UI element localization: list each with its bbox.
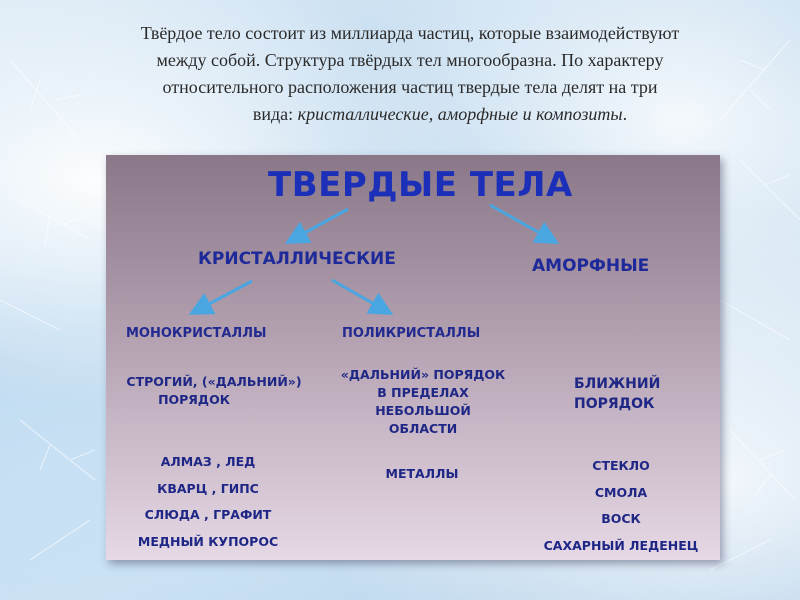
label-polycrystals: ПОЛИКРИСТАЛЛЫ	[342, 326, 481, 341]
label-crystalline: КРИСТАЛЛИЧЕСКИЕ	[198, 249, 396, 269]
list-item: ВОСК	[601, 511, 641, 526]
amorph-examples	[534, 453, 708, 559]
intro-text	[60, 20, 760, 128]
amorph-order	[558, 374, 668, 414]
label-amorphous: АМОРФНЫЕ	[532, 256, 650, 276]
arrow-to-crystalline	[290, 209, 348, 241]
poly-order-line-4: ОБЛАСТИ	[388, 421, 458, 436]
intro-line-1: Твёрдое тело состоит из миллиарда частиц, которые взаимодействуют	[140, 23, 680, 43]
mono-order-line-2: ПОРЯДОК	[158, 392, 230, 407]
intro-line-4-suffix: .	[622, 104, 628, 124]
list-item: СЛЮДА , ГРАФИТ	[144, 507, 272, 522]
list-item: САХАРНЫЙ ЛЕДЕНЕЦ	[543, 537, 699, 553]
amorph-order-line-1: БЛИЖНИЙ	[574, 376, 661, 392]
arrow-to-amorphous	[490, 205, 554, 241]
poly-examples	[362, 465, 482, 483]
intro-line-4-italic: кристаллические, аморфные и композиты	[297, 104, 623, 124]
list-item: СМОЛА	[594, 484, 648, 500]
label-monocrystals: МОНОКРИСТАЛЛЫ	[126, 326, 267, 341]
list-item: АЛМАЗ , ЛЕД	[160, 454, 256, 469]
intro-line-4	[60, 101, 760, 128]
intro-line-4-prefix: вида:	[252, 104, 298, 124]
mono-order	[126, 373, 302, 409]
list-item: СТЕКЛО	[592, 458, 650, 473]
arrow-to-monocrystals	[194, 281, 252, 312]
intro-line-2: между собой. Структура твёрдых тел многообразна. По характеру	[156, 50, 664, 70]
mono-order-line-1: СТРОГИЙ, («ДАЛЬНИЙ»)	[126, 374, 302, 389]
poly-order-line-2: В ПРЕДЕЛАХ	[377, 385, 469, 400]
arrow-to-polycrystals	[332, 280, 388, 312]
poly-order-line-3: НЕБОЛЬШОЙ	[375, 403, 471, 418]
poly-order-line-1: «ДАЛЬНИЙ» ПОРЯДОК	[340, 367, 506, 382]
intro-line-3: относительного расположения частиц твердые тела делят на три	[162, 77, 658, 97]
poly-order	[330, 366, 516, 438]
diagram-title: ТВЕРДЫЕ ТЕЛА	[268, 165, 573, 205]
mono-examples	[120, 449, 296, 555]
classification-panel	[106, 155, 720, 560]
amorph-order-line-2: ПОРЯДОК	[574, 396, 655, 412]
list-item: МЕТАЛЛЫ	[385, 466, 459, 481]
list-item: КВАРЦ , ГИПС	[157, 480, 259, 496]
list-item: МЕДНЫЙ КУПОРОС	[137, 533, 279, 549]
